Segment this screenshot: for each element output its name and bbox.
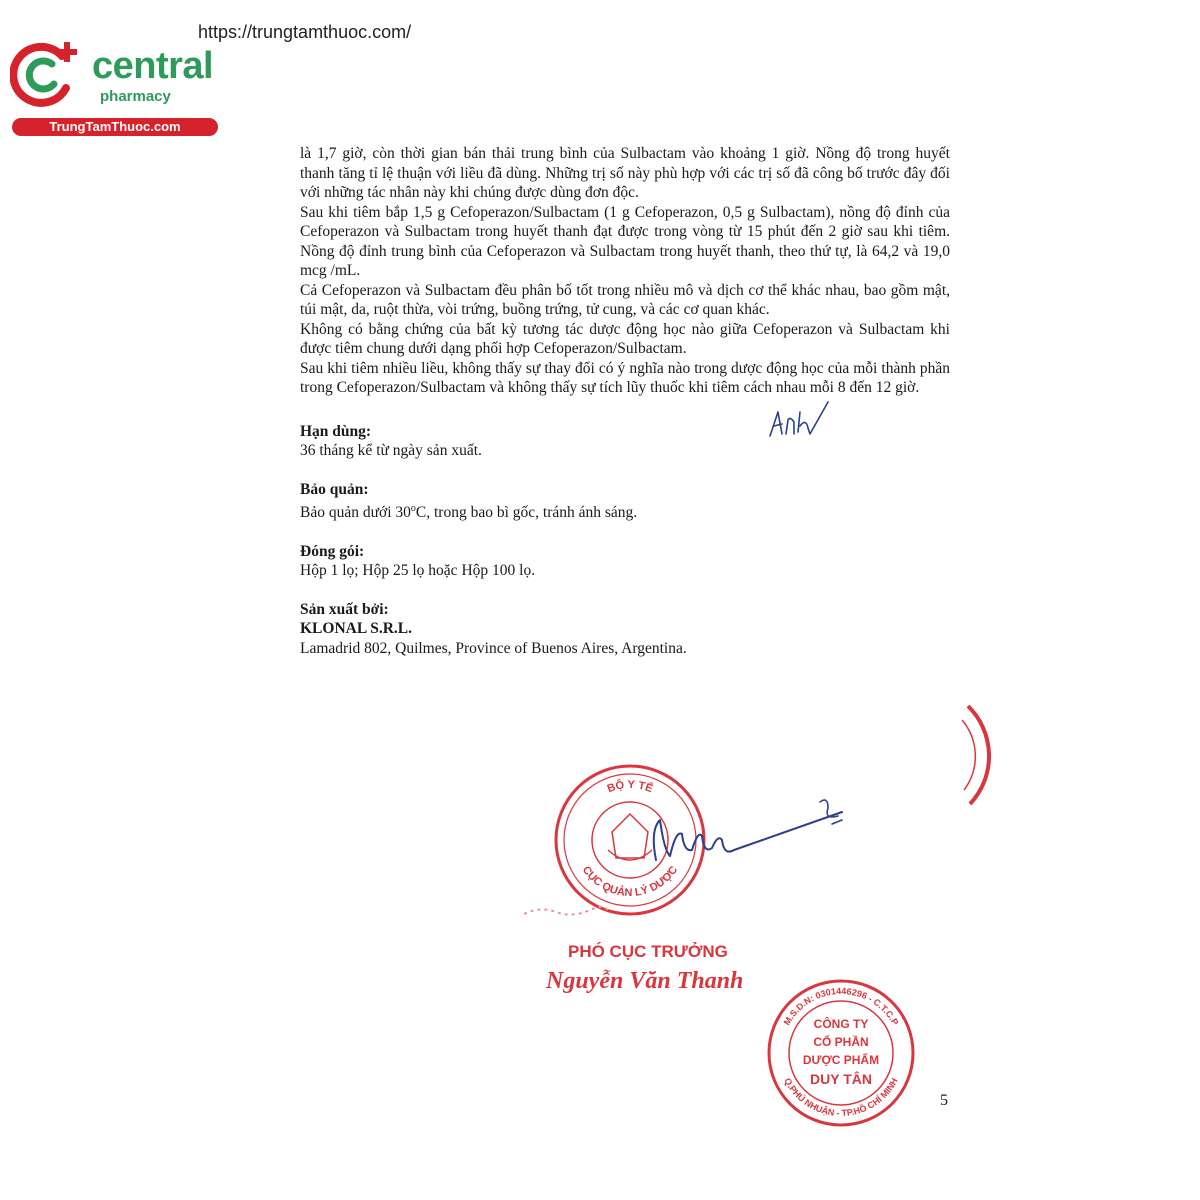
document-body [300, 144, 950, 658]
company-stamp-ring-top: M.S.D.N: 0301446296 - C.T.C.P [781, 985, 901, 1027]
ministry-stamp-bottom: CỤC QUẢN LÝ DƯỢC [579, 864, 681, 900]
storage-text-before: Bảo quản dưới 30 [300, 504, 411, 522]
storage-text-after: C, trong bao bì gốc, tránh ánh sáng. [415, 504, 638, 522]
packaging-section [300, 542, 950, 581]
packaging-heading: Đóng gói: [300, 542, 365, 560]
central-pharmacy-logo-icon [10, 38, 82, 108]
body-paragraph: Cả Cefoperazon và Sulbactam đều phân bố tốt trong nhiều mô và dịch cơ thể khác nhau, bao gồm mật, túi mật, da, ruột thừa, vòi trứng, buồng trứng, tử cung, và các cơ quan khác. [300, 281, 950, 318]
official-title: PHÓ CỤC TRƯỞNG [568, 942, 728, 961]
source-url[interactable]: https://trungtamthuoc.com/ [198, 22, 412, 42]
ministry-stamp-top: BỘ Y TẾ [605, 778, 655, 796]
initials-signature [766, 398, 836, 442]
storage-heading: Bảo quản: [300, 480, 369, 498]
body-paragraph: là 1,7 giờ, còn thời gian bán thải trung bình của Sulbactam vào khoảng 1 giờ. Nồng độ trong huyết thanh tăng tỉ lệ thuận với liều đã dùng. Những trị số này phù hợp với các trị số đã công bố trước đây đối với những tác nhân này khi chúng được dùng đơn độc. [300, 145, 950, 201]
manufacturer-name: KLONAL S.R.L. [300, 620, 412, 638]
packaging-text: Hộp 1 lọ; Hộp 25 lọ hoặc Hộp 100 lọ. [300, 562, 536, 580]
pharmacy-logo [10, 38, 220, 138]
body-paragraph: Sau khi tiêm bắp 1,5 g Cefoperazon/Sulbactam (1 g Cefoperazon, 0,5 g Sulbactam), nồng độ đỉnh của Cefoperazon và Sulbactam trong huyết thanh đạt được trong vòng từ 15 phút đến 2 giờ sau khi tiêm. Nồng độ đỉnh trung bình của Cefoperazon và Sulbactam trong huyết thanh, theo thứ tự, là 64,2 và 19,0 mcg /mL. [300, 203, 950, 279]
degree-superscript: o [410, 503, 416, 514]
shelf-life-text: 36 tháng kể từ ngày sản xuất. [300, 442, 482, 459]
manufacturer-address: Lamadrid 802, Quilmes, Province of Buenos Aires, Argentina. [300, 639, 687, 657]
logo-wordmark: central [92, 45, 214, 87]
page-number: 5 [940, 1092, 948, 1109]
shelf-life-heading: Hạn dùng: [300, 422, 372, 440]
company-stamp-ring-bottom: Q.PHÚ NHUẬN - TP.HỒ CHÍ MINH [782, 1076, 900, 1119]
company-stamp-line2: CỔ PHẦN [813, 1035, 869, 1049]
shelf-life-section [300, 422, 950, 461]
manufacturer-section [300, 600, 950, 659]
logo-subtitle: pharmacy [100, 88, 171, 105]
body-paragraph: Sau khi tiêm nhiều liều, không thấy sự thay đổi có ý nghĩa nào trong dược động học của mỗi thành phần trong Cefoperazon/Sulbactam và không thấy sự tích lũy thuốc khi tiêm cách nhau mỗi 8 đến 12 giờ. [300, 359, 950, 396]
company-stamp-line1: CÔNG TY [813, 1017, 869, 1031]
company-stamp-line3: DƯỢC PHẨM [802, 1053, 880, 1067]
company-stamp [766, 978, 916, 1128]
director-signature [642, 790, 862, 880]
storage-text [300, 499, 950, 523]
official-name-signature: Nguyễn Văn Thanh [546, 968, 744, 994]
logo-badge: TrungTamThuoc.com [12, 118, 218, 136]
storage-section [300, 480, 950, 523]
stamp-smudge [520, 900, 610, 924]
body-paragraph: Không có bằng chứng của bất kỳ tương tác dược động học nào giữa Cefoperazon và Sulbactam khi được tiêm chung dưới dạng phối hợp Cefoperazon/Sulbactam. [300, 320, 950, 357]
partial-stamp-icon [960, 700, 1000, 810]
manufacturer-heading: Sản xuất bởi: [300, 600, 389, 618]
company-stamp-line4: DUY TÂN [810, 1071, 872, 1087]
